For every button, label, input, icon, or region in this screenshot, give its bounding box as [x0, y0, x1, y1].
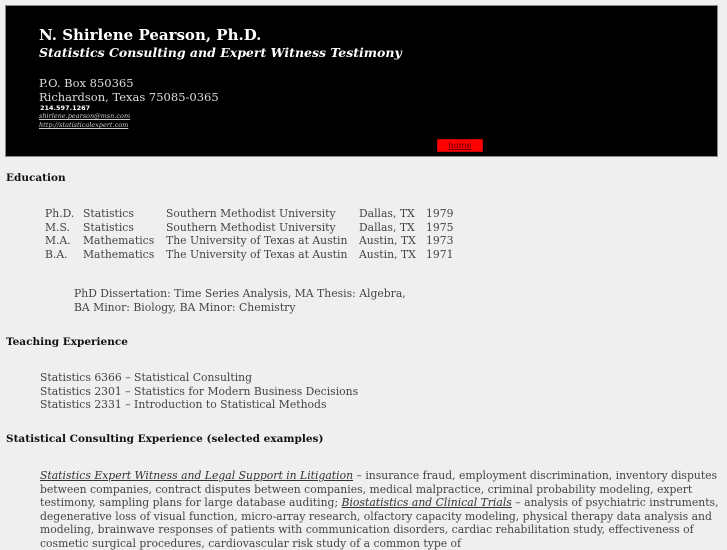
biostatistics-text: – analysis of psychiatric instruments, degenerative loss of visual function, micro-array research, olfactory capacity modeling, physical therapy data analysis and modeling, brainwave responses of patients with communication disorders, cardiac rehabilitation study, effectiveness of cosmetic surgical procedures, cardiovascular risk study of a common type of — [40, 496, 719, 550]
website-link[interactable]: http://statisticalexpert.com — [39, 121, 129, 129]
location-cell: Dallas, TX — [359, 220, 415, 234]
degree-cell: M.S. — [45, 220, 70, 234]
field-cell: Mathematics — [83, 247, 155, 261]
email-link[interactable]: shirlene.pearson@msn.com — [39, 112, 131, 120]
degree-cell: M.A. — [45, 234, 71, 247]
year-cell: 1975 — [426, 220, 454, 234]
litigation-link[interactable]: Statistics Expert Witness and Legal Support in Litigation — [40, 469, 354, 482]
notes-line-1: PhD Dissertation: Time Series Analysis, MA Thesis: Algebra, — [74, 287, 406, 300]
field-cell: Mathematics — [83, 234, 155, 247]
course-list — [40, 371, 358, 412]
location-cell: Austin, TX — [359, 247, 416, 261]
header-banner — [5, 5, 718, 157]
field-cell: Statistics — [83, 207, 134, 220]
education-notes — [74, 287, 406, 314]
institution-cell: The University of Texas at Austin — [166, 234, 348, 247]
consulting-heading: Statistical Consulting Experience (selected examples) — [6, 433, 324, 445]
course-item: Statistics 2331 – Introduction to Statistical Methods — [40, 398, 327, 411]
institution-cell: Southern Methodist University — [166, 207, 336, 220]
field-cell: Statistics — [83, 220, 134, 234]
address-line-2: Richardson, Texas 75085-0365 — [39, 90, 219, 104]
course-item: Statistics 6366 – Statistical Consulting — [40, 371, 253, 384]
institution-cell: Southern Methodist University — [166, 220, 336, 234]
author-name: N. Shirlene Pearson, Ph.D. — [39, 26, 262, 44]
education-row — [45, 221, 458, 235]
address-line-1: P.O. Box 850365 — [39, 76, 134, 90]
institution-cell: The University of Texas at Austin — [166, 247, 348, 261]
location-cell: Dallas, TX — [359, 207, 415, 220]
location-cell: Austin, TX — [359, 234, 416, 247]
biostatistics-link[interactable]: Biostatistics and Clinical Trials — [341, 496, 512, 509]
notes-line-2: BA Minor: Biology, BA Minor: Chemistry — [74, 300, 296, 314]
home-button[interactable]: home — [437, 139, 483, 152]
education-table — [45, 207, 458, 261]
degree-cell: Ph.D. — [45, 207, 75, 220]
year-cell: 1973 — [426, 234, 454, 247]
consulting-paragraph — [40, 469, 720, 550]
year-cell: 1979 — [426, 207, 454, 220]
year-cell: 1971 — [426, 247, 454, 261]
education-row — [45, 234, 458, 248]
degree-cell: B.A. — [45, 247, 68, 261]
litigation-text: – insurance fraud, employment discrimination, inventory disputes between companies, contract disputes between companies, medical malpractice, criminal probability modeling, expert testimony, sampling plans for large database auditing; — [40, 469, 718, 509]
course-item: Statistics 2301 – Statistics for Modern Business Decisions — [40, 384, 359, 398]
phone-number: 214.597.1267 — [40, 104, 91, 112]
teaching-heading: Teaching Experience — [6, 336, 128, 348]
tagline: Statistics Consulting and Expert Witness Testimony — [39, 45, 402, 60]
education-row — [45, 248, 458, 262]
education-row — [45, 207, 458, 221]
education-heading: Education — [6, 172, 66, 184]
